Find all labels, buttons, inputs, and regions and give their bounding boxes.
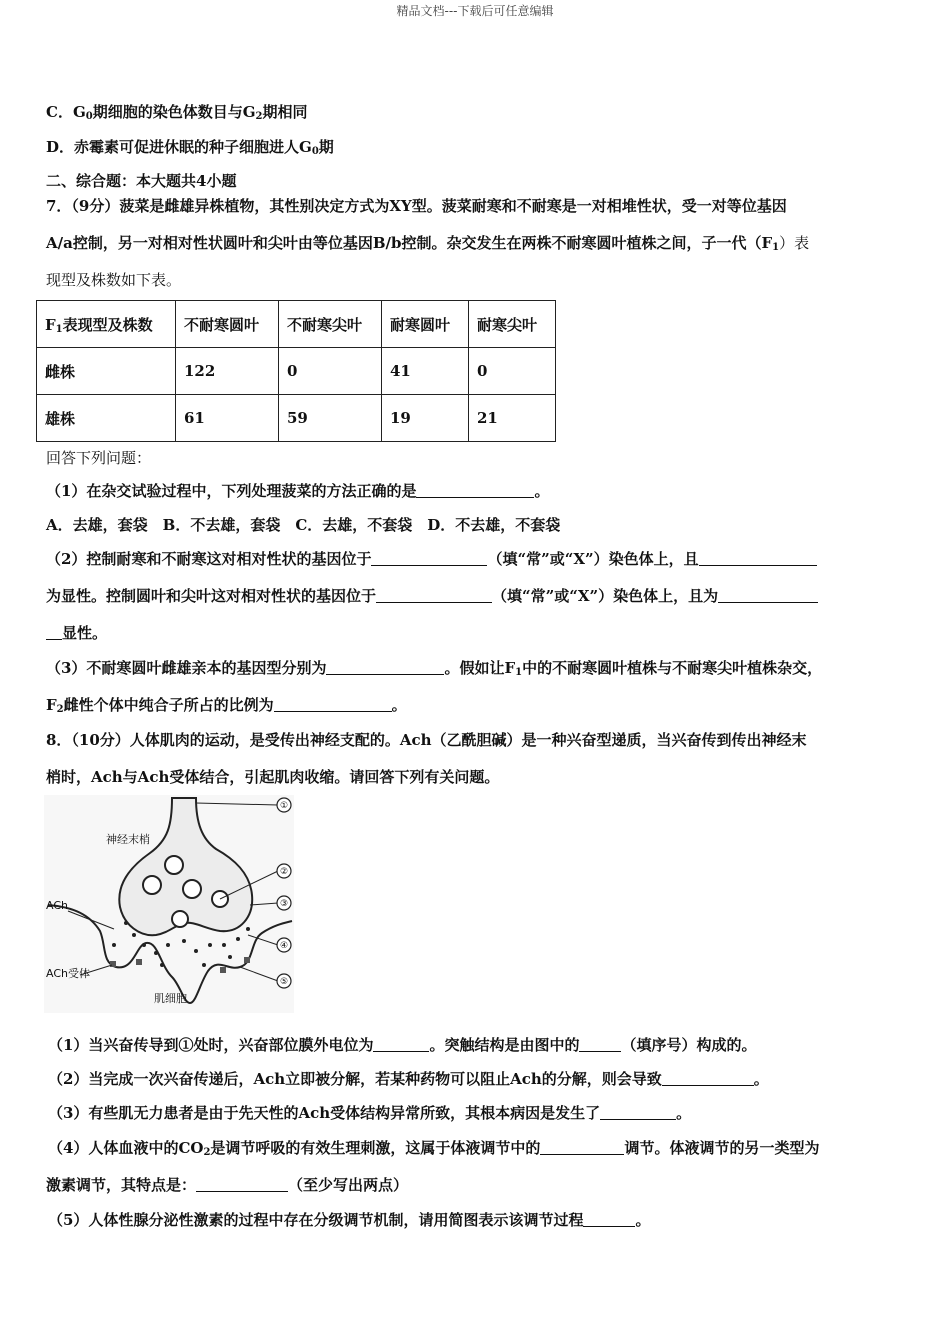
q8-line2: 梢时，Ach与Ach受体结合，引起肌肉收缩。请回答下列有关问题。 bbox=[46, 768, 500, 786]
page-header: 精品文档---下载后可任意编辑 bbox=[396, 4, 554, 18]
table-header-cell: 不耐寒圆叶 bbox=[176, 301, 279, 348]
q8-part4-line2: 激素调节，其特点是： （至少写出两点） bbox=[46, 1176, 409, 1194]
label-ach-receptor: ACh受体 bbox=[46, 967, 90, 980]
table-cell: 雌株 bbox=[37, 348, 176, 395]
answer-blank[interactable] bbox=[662, 1071, 754, 1086]
section-heading: 二、综合题：本大题共4小题 bbox=[46, 172, 237, 190]
answer-blank[interactable] bbox=[579, 1037, 621, 1052]
table-cell: 21 bbox=[469, 395, 556, 442]
label-ach: ACh bbox=[46, 899, 68, 912]
table-cell: 41 bbox=[382, 348, 469, 395]
q8-line1: 8．（10分）人体肌肉的运动，是受传出神经支配的。Ach（乙酰胆碱）是一种兴奋型递质，当兴奋传到传出神经末 bbox=[46, 731, 807, 749]
label-muscle-cell: 肌细胞 bbox=[154, 992, 187, 1005]
marker-5: ⑤ bbox=[279, 977, 289, 987]
q7-line3: 现型及株数如下表。 bbox=[46, 271, 182, 289]
table-cell: 0 bbox=[469, 348, 556, 395]
answer-prompt: 回答下列问题： bbox=[46, 449, 152, 467]
q7-part2-line1: （2）控制耐寒和不耐寒这对相对性状的基因位于 （填“常”或“X”）染色体上，且 bbox=[46, 549, 817, 569]
q7-options: A．去雄，套袋 B．不去雄，套袋 C．去雄，不套袋 D．不去雄，不套袋 bbox=[46, 516, 561, 534]
option-c: C．$G_0$期细胞的染色体数目与$G_2$期相同 bbox=[46, 103, 308, 122]
table-cell: 19 bbox=[382, 395, 469, 442]
table-header-cell: $F_1$表现型及株数 bbox=[37, 301, 176, 348]
answer-blank[interactable] bbox=[699, 551, 817, 566]
q8-part2: （2）当完成一次兴奋传递后，Ach立即被分解，若某种药物可以阻止Ach的分解，则会导致 。 bbox=[48, 1070, 769, 1088]
answer-blank[interactable] bbox=[718, 588, 818, 603]
answer-blank[interactable] bbox=[416, 483, 534, 498]
marker-3: ③ bbox=[279, 899, 289, 909]
q7-part2-line3: 显性。 bbox=[46, 623, 107, 643]
table-cell: 122 bbox=[176, 348, 279, 395]
q8-part5: （5）人体性腺分泌性激素的过程中存在分级调节机制，请用简图表示该调节过程 。 bbox=[48, 1211, 651, 1229]
q7-part1: （1）在杂交试验过程中，下列处理菠菜的方法正确的是 。 bbox=[46, 482, 550, 500]
vesicle bbox=[165, 856, 183, 874]
table-header-cell: 不耐寒尖叶 bbox=[279, 301, 382, 348]
table-header-cell: 耐寒圆叶 bbox=[382, 301, 469, 348]
vesicle bbox=[183, 880, 201, 898]
table-cell: 0 bbox=[279, 348, 382, 395]
answer-blank[interactable] bbox=[326, 660, 444, 675]
answer-blank[interactable] bbox=[371, 551, 487, 566]
answer-blank[interactable] bbox=[373, 1037, 429, 1052]
answer-blank[interactable] bbox=[46, 625, 62, 640]
q7-part3-line1: （3）不耐寒圆叶雌雄亲本的基因型分别为 。假如让$F_1$中的不耐寒圆叶植株与不耐寒尖叶植株杂交， bbox=[46, 659, 823, 678]
vesicle bbox=[143, 876, 161, 894]
answer-blank[interactable] bbox=[376, 588, 492, 603]
option-d: D．赤霉素可促进休眠的种子细胞进人$G_0$期 bbox=[46, 138, 334, 157]
marker-4: ④ bbox=[279, 941, 289, 951]
answer-blank[interactable] bbox=[274, 697, 392, 712]
q7-part2-line2: 为显性。控制圆叶和尖叶这对相对性状的基因位于 （填“常”或“X”）染色体上，且为 bbox=[46, 586, 818, 606]
marker-1: ① bbox=[279, 801, 289, 811]
label-nerve-terminal: 神经末梢 bbox=[106, 833, 150, 846]
table-row bbox=[37, 395, 556, 442]
synapse-diagram bbox=[44, 795, 294, 1013]
table-cell: 61 bbox=[176, 395, 279, 442]
vesicle bbox=[172, 911, 188, 927]
q7-line2: A/a控制，另一对相对性状圆叶和尖叶由等位基因B/b控制。杂交发生在两株不耐寒圆叶植株之间，子一代$(F_1)$表 bbox=[46, 234, 810, 253]
table-row bbox=[37, 348, 556, 395]
f1-table bbox=[36, 300, 556, 442]
table-header-cell: 耐寒尖叶 bbox=[469, 301, 556, 348]
answer-blank[interactable] bbox=[583, 1212, 635, 1227]
table-header-row bbox=[37, 301, 556, 348]
q8-part1: （1）当兴奋传导到①处时，兴奋部位膜外电位为 。突触结构是由图中的 （填序号）构成的。 bbox=[48, 1036, 757, 1054]
q7-part3-line2: $F_2$雌性个体中纯合子所占的比例为 。 bbox=[46, 696, 407, 715]
answer-blank[interactable] bbox=[196, 1177, 288, 1192]
answer-blank[interactable] bbox=[600, 1105, 676, 1120]
marker-2: ② bbox=[279, 867, 289, 877]
q8-part4-line1: （4）人体血液中的$CO_2$是调节呼吸的有效生理刺激，这属于体液调节中的 调节。体液调节的另一类型为 bbox=[48, 1139, 820, 1158]
q7-line1: 7．（9分）菠菜是雌雄异株植物，其性别决定方式为XY型。菠菜耐寒和不耐寒是一对相堆性状，受一对等位基因 bbox=[46, 197, 787, 215]
table-cell: 雄株 bbox=[37, 395, 176, 442]
answer-blank[interactable] bbox=[540, 1140, 624, 1155]
q8-part3: （3）有些肌无力患者是由于先天性的Ach受体结构异常所致，其根本病因是发生了 。 bbox=[48, 1104, 692, 1122]
table-cell: 59 bbox=[279, 395, 382, 442]
